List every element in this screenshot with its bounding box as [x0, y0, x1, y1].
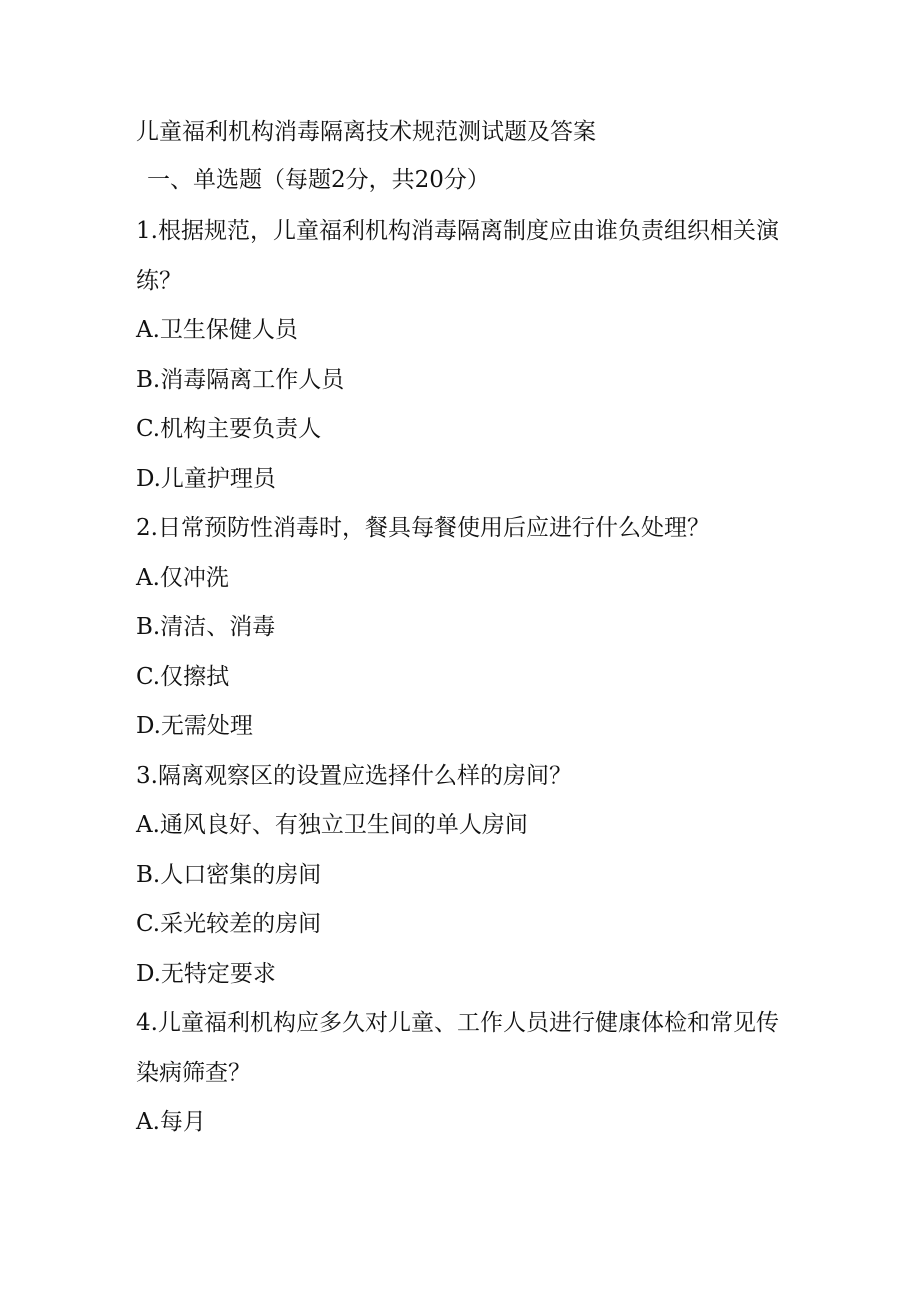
question-3	[136, 752, 796, 1000]
option-a: A.通风良好、有独立卫生间的单人房间	[136, 812, 528, 838]
document-title: 儿童福利机构消毒隔离技术规范测试题及答案	[136, 119, 596, 145]
option-a: A.每月	[136, 1109, 206, 1135]
option-b: B.消毒隔离工作人员	[136, 366, 345, 393]
question-stem: 1.根据规范，儿童福利机构消毒隔离制度应由谁负责组织相关演练？	[136, 218, 779, 294]
option-b: B.清洁、消毒	[136, 614, 276, 640]
option-c: C.机构主要负责人	[136, 416, 322, 442]
option-c: C.采光较差的房间	[136, 911, 322, 937]
option-d: D.儿童护理员	[136, 465, 276, 492]
question-4	[136, 999, 796, 1148]
question-list	[136, 207, 796, 1148]
question-stem: 3.隔离观察区的设置应选择什么样的房间？	[136, 762, 572, 789]
option-b: B.人口密集的房间	[136, 861, 322, 888]
option-a: A.仅冲洗	[136, 564, 229, 591]
section-heading: 一、单选题（每题2分，共20分）	[147, 167, 490, 193]
option-a: A.卫生保健人员	[136, 317, 298, 343]
question-stem: 4.儿童福利机构应多久对儿童、工作人员进行健康体检和常见传染病筛查？	[136, 1010, 779, 1086]
option-d: D.无特定要求	[136, 960, 276, 987]
question-2	[136, 504, 796, 752]
option-c: C.仅擦拭	[136, 663, 230, 690]
option-d: D.无需处理	[136, 713, 253, 739]
question-1	[136, 207, 796, 504]
question-stem: 2.日常预防性消毒时，餐具每餐使用后应进行什么处理？	[136, 515, 710, 541]
